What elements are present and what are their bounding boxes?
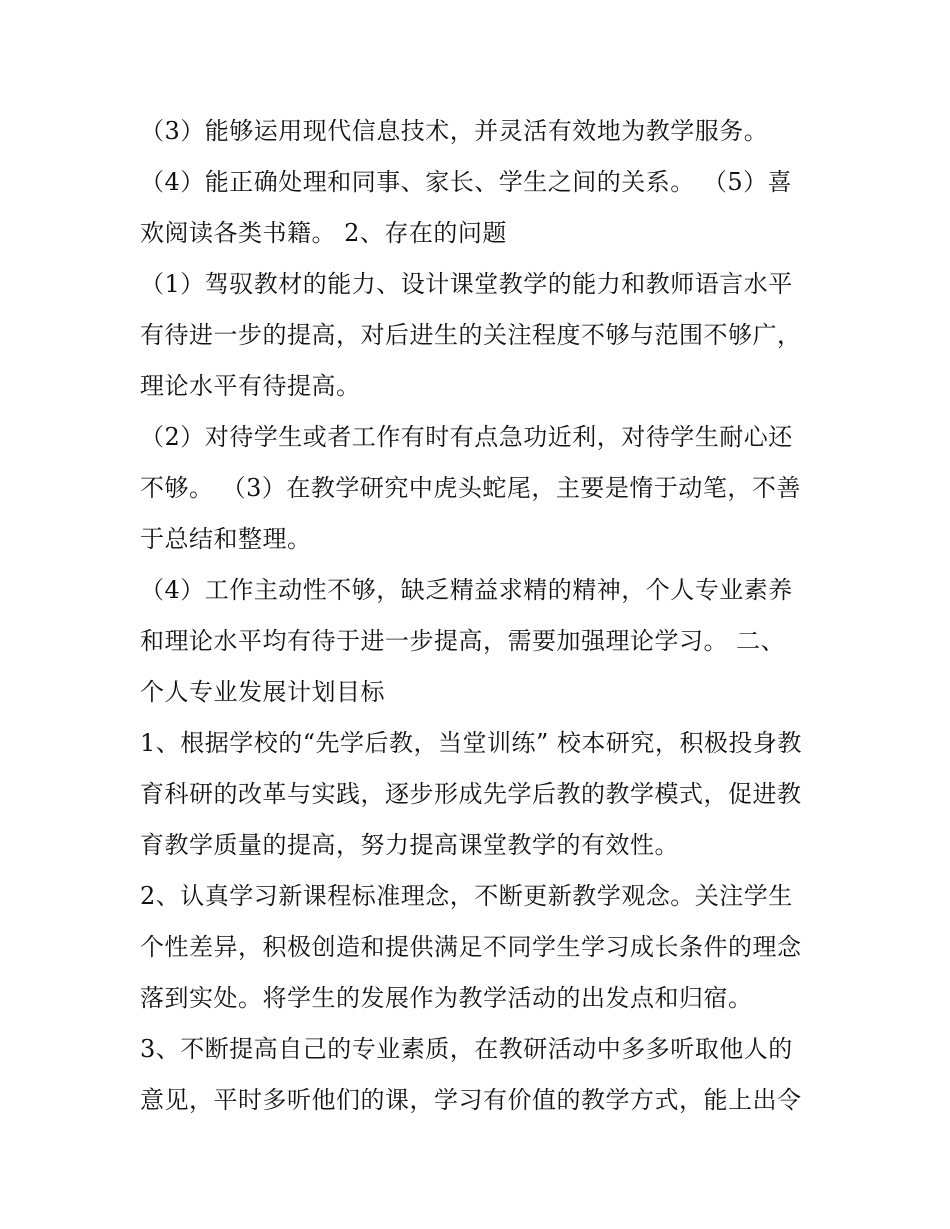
- text-line: 有待进一步的提高，对后进生的关注程度不够与范围不够广，: [140, 321, 802, 349]
- text-line: 不够。 （3）在教学研究中虎头蛇尾，主要是惰于动笔，不善: [140, 474, 801, 502]
- text-line: （3）能够运用现代信息技术，并灵活有效地为教学服务。: [140, 117, 769, 145]
- text-line: 2、认真学习新课程标准理念，不断更新教学观念。关注学生: [140, 882, 793, 910]
- text-line: （4）能正确处理和同事、家长、学生之间的关系。 （5）喜: [140, 168, 793, 196]
- text-line: （2）对待学生或者工作有时有点急功近利，对待学生耐心还: [140, 423, 793, 451]
- document-body: [140, 106, 830, 1126]
- text-line: 欢阅读各类书籍。 2、存在的问题: [140, 219, 507, 247]
- text-line: 意见，平时多听他们的课，学习有价值的教学方式，能上出令: [140, 1086, 802, 1114]
- text-line: 和理论水平均有待于进一步提高，需要加强理论学习。 二、: [140, 627, 786, 655]
- text-line: 个性差异，积极创造和提供满足不同学生学习成长条件的理念: [140, 933, 802, 961]
- text-line: 于总结和整理。: [140, 525, 312, 553]
- text-line: 1、根据学校的“先学后教，当堂训练” 校本研究，积极投身教: [140, 729, 802, 757]
- text-line: （1）驾驭教材的能力、设计课堂教学的能力和教师语言水平: [140, 270, 793, 298]
- text-line: 落到实处。将学生的发展作为教学活动的出发点和归宿。: [140, 984, 753, 1012]
- text-line: 理论水平有待提高。: [140, 372, 361, 400]
- text-line: 育科研的改革与实践，逐步形成先学后教的教学模式，促进教: [140, 780, 802, 808]
- text-line: 个人专业发展计划目标: [140, 678, 385, 706]
- text-line: 3、不断提高自己的专业素质，在教研活动中多多听取他人的: [140, 1035, 793, 1063]
- text-line: （4）工作主动性不够，缺乏精益求精的精神，个人专业素养: [140, 576, 793, 604]
- text-line: 育教学质量的提高，努力提高课堂教学的有效性。: [140, 831, 679, 859]
